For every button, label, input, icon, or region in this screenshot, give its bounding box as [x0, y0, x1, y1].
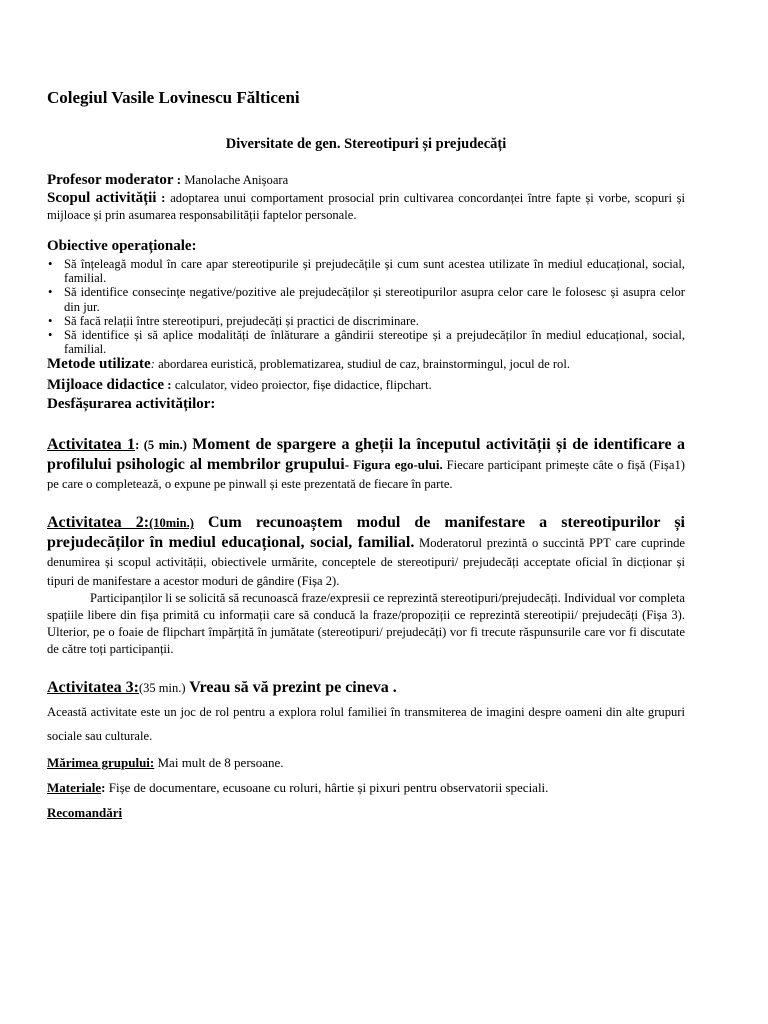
- recomandari-line: [47, 803, 685, 823]
- activitatea-2-label: Activitatea 2:: [47, 514, 150, 532]
- mijloace-sep: :: [164, 377, 175, 393]
- moderator-label: Profesor moderator: [47, 172, 174, 188]
- scop-label: Scopul activității: [47, 190, 157, 206]
- metode-text: abordarea euristică, problematizarea, studiul de caz, brainstormingul, jocul de rol.: [158, 357, 570, 372]
- desfasurare-heading: Desfășurarea activităților:: [47, 396, 216, 413]
- metode-paragraph: [47, 356, 685, 373]
- school-name: Colegiul Vasile Lovinescu Fălticeni: [47, 88, 300, 107]
- activitatea-2-heading: [47, 513, 685, 590]
- recomandari-label: Recomandări: [47, 805, 123, 821]
- materiale-value: Fișe de documentare, ecusoane cu roluri, hârtie și pixuri pentru observatorii speciali.: [105, 780, 549, 796]
- activitatea-1-label: Activitatea 1: [47, 436, 136, 454]
- activitatea-2-time: (10min.): [149, 516, 194, 531]
- obiectiv-item: • Să înțeleagă modul în care apar stereotipurile și prejudecățile și cum sunt acestea utilizate în mediul educațional, social, familial.: [47, 257, 685, 285]
- activitatea-3-time: (35 min.): [138, 681, 186, 696]
- marime-label: Mărimea grupului:: [47, 755, 155, 771]
- moderator-value: Manolache Anișoara: [184, 173, 289, 187]
- document-title: Diversitate de gen. Stereotipuri și prejudecăți: [225, 136, 507, 152]
- activitatea-3-label: Activitatea 3:: [47, 679, 139, 697]
- metode-sep: :: [150, 357, 159, 372]
- materiale-colon: :: [101, 780, 106, 796]
- marime-value: Mai mult de 8 persoane.: [154, 755, 284, 771]
- activitatea-1-heading: [47, 435, 685, 493]
- activitatea-2-text2: Participanților li se solicită să recunoască fraze/expresii ce reprezintă stereotipuri/prejudecăți. Individual vor completa spațiile libere din fișa primită cu informații care să conducă la fraze/propoziții ce reprezintă stereotipii/ prejudecăți (Fișa 3). Ulterior, pe o foaie de flipchart împărțită în jumătate (stereotipuri/ prejudecăți) vor fi trecute răspunsurile care vor fi discutate de către toți participanții.: [47, 591, 685, 657]
- activitatea-1-title: Moment de spargere a gheții la începutul activității și de identificare a profilului psihologic al membrilor grupului: [47, 436, 686, 474]
- materiale-label: Materiale: [47, 780, 102, 796]
- obiective-list: [47, 257, 685, 356]
- mijloace-text: calculator, video proiector, fișe didactice, flipchart.: [174, 378, 432, 393]
- activitatea-1-figura: - Figura ego-ului.: [344, 457, 443, 473]
- activitatea-3: [47, 678, 685, 823]
- document-content: [47, 88, 685, 823]
- metode-label: Metode utilizate: [47, 356, 151, 373]
- scop-text: adoptarea unui comportament prosocial prin cultivarea concordanței între fapte și vorbe, scopuri și mijloace și prin asumarea responsabilității faptelor personale.: [47, 191, 685, 222]
- activitatea-1-text: Fiecare participant primește câte o fișă (Fișa1) pe care o completează, o expune pe pinwall și este prezentată de fiecare în parte.: [47, 458, 685, 492]
- moderator-sep: :: [173, 172, 185, 187]
- activitatea-2-title: Cum recunoaștem modul de manifestare a stereotipurilor și prejudecăților în mediul educațional, social, familial.: [47, 514, 685, 552]
- activitatea-3-text: Această activitate este un joc de rol pentru a explora rolul familiei în transmiterea de imagini despre oameni din alte grupuri sociale sau culturale.: [47, 705, 685, 744]
- activitatea-2: [47, 513, 685, 658]
- marime-line: [47, 753, 685, 773]
- mijloace-paragraph: [47, 376, 685, 394]
- obiectiv-item: • Să identifice consecințe negative/pozitive ale prejudecăților și stereotipurilor asupra celor care le folosesc și asupra celor din jur.: [47, 285, 685, 313]
- activitatea-3-title: Vreau să vă prezint pe cineva .: [185, 679, 397, 697]
- activitatea-1-time: : (5 min.): [135, 438, 187, 453]
- moderator-line: [47, 171, 685, 189]
- activitatea-2-text1: Moderatorul prezintă o succintă PPT care cuprinde denumirea și scopul activității, obiectivele urmărite, conceptele de stereotipuri/ prejudecăți acceptate oficial în dicționar și tipuri de manifestare a acestor moduri de gândire (Fișa 2).: [47, 536, 686, 589]
- obiective-colon: :: [191, 238, 197, 254]
- obiective-heading: [47, 238, 685, 255]
- obiectiv-item: • Să facă relații între stereotipuri, prejudecăți și practici de discriminare.: [47, 314, 685, 328]
- activitatea-3-heading: [47, 678, 685, 698]
- obiectiv-item: • Să identifice și să aplice modalități de înlăturare a gândirii stereotipe și a prejudecăților în mediul educațional, social, familial.: [47, 328, 685, 356]
- obiective-label: Obiective operaționale: [47, 238, 192, 254]
- activitatea-1: [47, 435, 685, 493]
- scop-sep: :: [156, 190, 171, 205]
- materiale-line: [47, 778, 685, 798]
- scop-paragraph: [47, 189, 685, 224]
- mijloace-label: Mijloace didactice: [47, 377, 165, 394]
